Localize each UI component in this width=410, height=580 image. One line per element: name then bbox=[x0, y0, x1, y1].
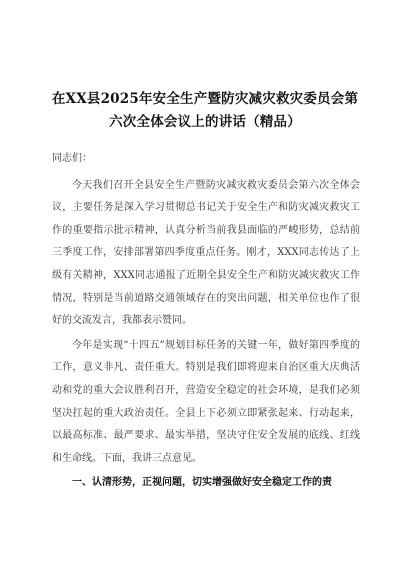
document-body bbox=[52, 148, 360, 495]
section-heading-1: 一、认清形势，正视问题，切实增强做好安全稳定工作的责 bbox=[72, 477, 332, 489]
document-title bbox=[30, 88, 380, 134]
title-line-2: 六次全体会议上的讲话（精品） bbox=[109, 114, 301, 130]
paragraph-1: 今天我们召开全县安全生产暨防灾减灾救灾委员会第六次全体会议，主要任务是深入学习贯彻总书记关于安全生产和防灾减灾救灾工作的重要指示批示精神，认真分析当前我县面临的严峻形势，总结前三季度工作，安排部署第四季度重点任务。刚才，XXX同志传达了上级有关精神，XXX同志通报了近期全县安全生产和防灾减灾救灾工作情况，特别是当前道路交通领域存在的突出问题，相关单位也作了很好的交流发言，我都表示赞同。 bbox=[52, 179, 360, 327]
paragraph-2: 今年是实现“十四五”规划目标任务的关键一年，做好第四季度的工作，意义非凡、责任重大。特别是我们即将迎来自治区重大庆典活动和党的重大会议胜利召开，营造安全稳定的社会环境，是我们必须坚决扛起的重大政治责任。全县上下必须立即紧张起来、行动起来，以最高标准、最严要求、最实举措，坚决守住安全发展的底线、红线和生命线。下面，我讲三点意见。 bbox=[52, 339, 360, 464]
title-line-1: 在XX县2025年安全生产暨防灾减灾救灾委员会第 bbox=[51, 91, 359, 107]
greeting: 同志们： bbox=[52, 153, 92, 164]
